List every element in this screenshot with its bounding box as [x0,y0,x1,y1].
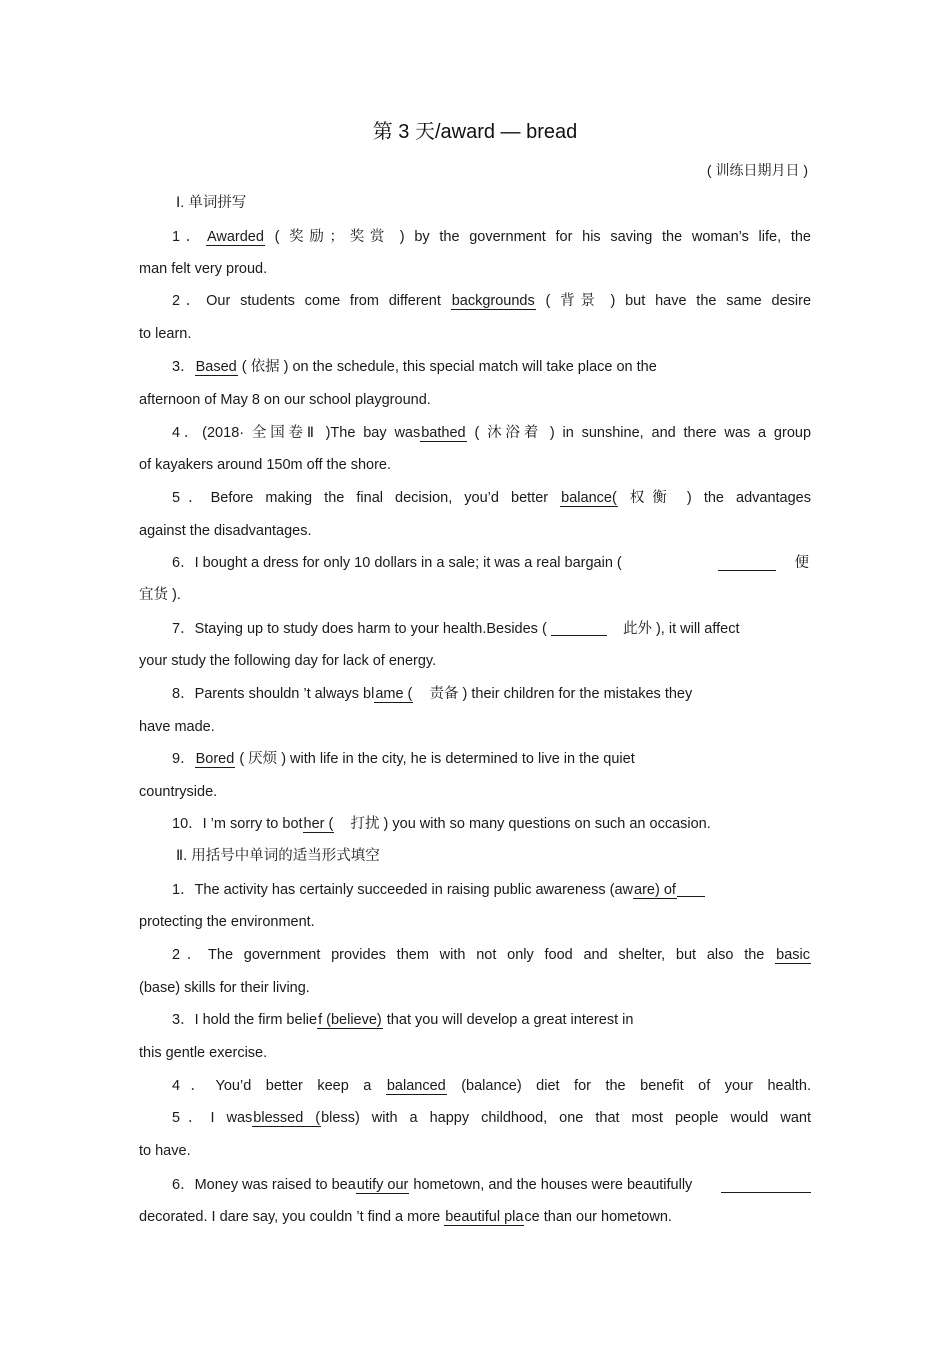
s1-q4-line1: 4．(2018· 全国卷Ⅱ )The bay wasbathed ( 沐浴着 ) in sunshine, and there was a group [172,425,812,441]
s1-q2-line2: to learn. [139,326,192,342]
answer: balanced [386,1078,446,1094]
s1-q4-line2: of kayakers around 150m off the shore. [139,457,392,473]
s1-q7-line2: your study the following day for lack of energy. [139,653,437,669]
answer: bathed [421,425,466,441]
s1-q5-line2: against the disadvantages. [139,523,312,539]
s2-q2-line2: (base) skills for their living. [139,980,310,996]
answer: Based [195,359,237,375]
s1-q9-line2: countryside. [139,784,218,800]
answer: basic [776,947,810,963]
answer: f (believe) [318,1012,382,1028]
answer-blank [721,1177,811,1193]
s2-q3-line2: this gentle exercise. [139,1045,268,1061]
s1-q7-line1: 7．Staying up to study does harm to your health.Besides ( 此外 ), it will affect [172,621,740,637]
section-2-heading: Ⅱ. 用括号中单词的适当形式填空 [176,848,380,864]
s2-q1-line1: 1．The activity has certainly succeeded in raising public awareness (aware) of [172,880,811,900]
s1-q10-line1: 10．I ’m sorry to bother ( 打扰 ) you with so many questions on such an occasion. [172,816,711,832]
answer: her ( [303,816,334,832]
s1-q9-line1: 9．Bored ( 厌烦 ) with life in the city, he is determined to live in the quiet [172,751,635,767]
s2-q6-line1: 6．Money was raised to beautify our hometown, and the houses were beautifully [172,1175,811,1195]
section-1-heading: Ⅰ. 单词拼写 [176,195,247,211]
s1-q1-line2: man felt very proud. [139,261,268,277]
page-title: 第 3 天/award — bread [372,121,578,143]
s1-q3-line1: 3．Based ( 依据 ) on the schedule, this special match will take place on the [172,359,657,375]
s1-q8-line1: 8．Parents shouldn ’t always blame ( 责备 ) their children for the mistakes they [172,686,693,702]
answer: ame ( [375,686,413,702]
s1-q6-line2: 宜货 ). [139,587,181,603]
answer-blank [551,620,607,636]
s2-q3-line1: 3．I hold the firm belief (believe) that you will develop a great interest in [172,1012,634,1028]
s2-q1-line2: protecting the environment. [139,914,315,930]
s1-q3-line2: afternoon of May 8 on our school playground. [139,392,431,408]
s1-q8-line2: have made. [139,719,215,735]
answer: are) of [634,882,676,898]
answer: Bored [195,751,235,767]
s1-q2-line1: 2．Our students come from different backgrounds ( 背景 ) but have the same desire [172,293,812,309]
s2-q5-line2: to have. [139,1143,191,1159]
answer: balance( [561,490,617,506]
answer: blessed ( [253,1110,321,1126]
answer: Awarded [206,229,264,245]
answer-blank [718,555,776,571]
s1-q6-line1: 6．I bought a dress for only 10 dollars in a sale; it was a real bargain ( 便 [172,555,809,571]
answer: utify our [356,1177,409,1193]
s1-q5-line1: 5．Before making the final decision, you’d better balance( 权衡 ) the advantages [172,490,811,506]
answer: backgrounds [451,293,535,309]
answer-blank [677,881,705,897]
s2-q4-line1: 4．You’d better keep a balanced (balance) diet for the benefit of your health. [172,1078,811,1094]
s2-q5-line1: 5．I wasblessed (bless) with a happy childhood, one that most people would want [172,1110,811,1126]
training-date-note: ( 训练日期月日 ) [706,162,808,178]
s2-q6-line2: decorated. I dare say, you couldn ’t find a more beautiful place than our hometown. [139,1209,672,1225]
answer: beautiful pla [445,1209,524,1225]
s2-q2-line1: 2．The government provides them with not only food and shelter, but also the basic [172,947,810,963]
s1-q1-line1: 1．Awarded ( 奖励；奖赏 ) by the government for his saving the woman’s life, the [172,229,811,245]
